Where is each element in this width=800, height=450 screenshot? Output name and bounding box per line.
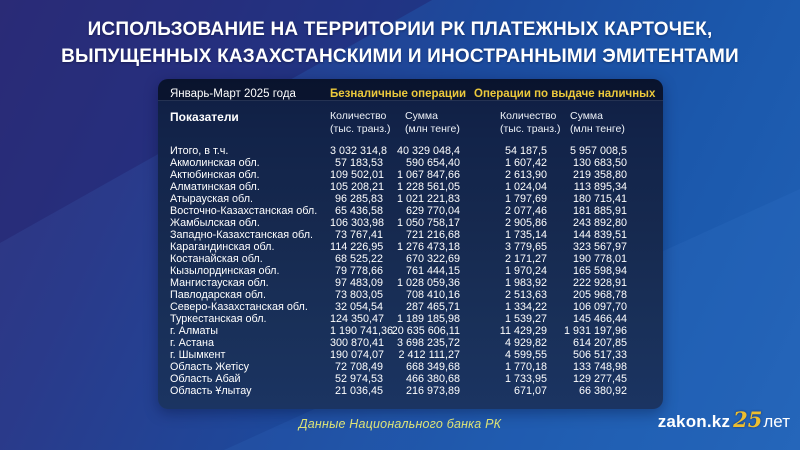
subheader-cash-sum-line2: (млн тенге) (570, 123, 625, 136)
subheader-cash-count (460, 110, 561, 136)
cashless-count-value: 109 502,01 (330, 169, 385, 182)
cash-sum-value: 133 748,98 (572, 361, 627, 374)
page-title-line2: ВЫПУЩЕННЫХ КАЗАХСТАНСКИМИ И ИНОСТРАННЫМИ ЭМИТЕНТАМИ (61, 45, 739, 67)
table-subheader-row (170, 110, 663, 136)
cashless-count-value: 106 303,98 (330, 217, 385, 230)
logo-anniversary-number: 25 (733, 407, 763, 432)
cash-count-value: 1 607,42 (504, 157, 547, 170)
cashless-sum-value: 1 028 059,36 (396, 277, 460, 290)
row-label: Мангистауская обл. (170, 277, 269, 290)
subheader-cashless-sum-line1: Сумма (405, 110, 438, 122)
table-row (170, 145, 663, 157)
cashless-count-value: 96 285,83 (334, 193, 383, 206)
cash-count-value: 2 905,86 (504, 217, 547, 230)
cashless-count-value: 105 208,21 (330, 181, 385, 194)
cashless-sum-value: 287 465,71 (405, 301, 460, 314)
page-title (0, 17, 800, 71)
row-label: Северо-Казахстанская обл. (170, 301, 308, 314)
row-label: Область Жетісу (170, 361, 249, 374)
cashless-sum-value: 1 228 561,05 (396, 181, 460, 194)
cash-sum-value: 1 931 197,96 (563, 325, 627, 338)
cash-count-value: 4 599,55 (504, 349, 547, 362)
table-row (170, 205, 663, 217)
cashless-sum-value: 466 380,68 (405, 373, 460, 386)
cash-count-value: 2 513,63 (504, 289, 547, 302)
table-body (170, 145, 663, 397)
row-label: Павлодарская обл. (170, 289, 266, 302)
cash-count-value: 2 613,90 (504, 169, 547, 182)
cash-count-value: 1 024,04 (504, 181, 547, 194)
cash-sum-value: 144 839,51 (572, 229, 627, 242)
subheader-cash-count-line1: Количество (500, 110, 557, 122)
cash-count-value: 1 797,69 (504, 193, 547, 206)
cash-sum-value: 5 957 008,5 (569, 145, 627, 158)
table-row (170, 241, 663, 253)
row-label: г. Астана (170, 337, 215, 350)
table-row (170, 265, 663, 277)
cash-count-value: 1 735,14 (504, 229, 547, 242)
cashless-sum-value: 40 329 048,4 (396, 145, 460, 158)
cash-count-value: 2 171,27 (504, 253, 547, 266)
page-title-line1: ИСПОЛЬЗОВАНИЕ НА ТЕРРИТОРИИ РК ПЛАТЕЖНЫХ КАРТОЧЕК, (87, 19, 713, 40)
cashless-count-value: 190 074,07 (330, 349, 385, 362)
cashless-sum-value: 708 410,16 (405, 289, 460, 302)
row-label: Западно-Казахстанская обл. (170, 229, 314, 242)
cashless-sum-value: 1 189 185,98 (396, 313, 460, 326)
row-label: Туркестанская обл. (170, 313, 267, 326)
cash-sum-value: 180 715,41 (572, 193, 627, 206)
cash-count-value: 1 970,24 (504, 265, 547, 278)
subheader-cashless-count-line2: (тыс. транз.) (330, 123, 391, 136)
cashless-count-value: 300 870,41 (330, 337, 385, 350)
cash-sum-value: 614 207,85 (572, 337, 627, 350)
row-label: Кызылординская обл. (170, 265, 280, 278)
cashless-sum-value: 721 216,68 (405, 229, 460, 242)
cashless-sum-value: 670 322,69 (405, 253, 460, 266)
table-row (170, 337, 663, 349)
table-row (170, 373, 663, 385)
subheader-cash-sum-line1: Сумма (570, 110, 603, 122)
table-row (170, 277, 663, 289)
cashless-count-value: 65 436,58 (334, 205, 383, 218)
table-row (170, 217, 663, 229)
cashless-count-value: 3 032 314,8 (330, 145, 388, 158)
cash-sum-value: 130 683,50 (572, 157, 627, 170)
row-label: г. Алматы (170, 325, 219, 338)
table-row (170, 169, 663, 181)
cashless-sum-value: 761 444,15 (405, 265, 460, 278)
cash-sum-value: 506 517,33 (572, 349, 627, 362)
table-row (170, 349, 663, 361)
table-row (170, 385, 663, 397)
cashless-count-value: 97 483,09 (334, 277, 383, 290)
row-label: Область Ұлытау (170, 385, 252, 398)
zakon-kz-logo (658, 407, 790, 432)
cashless-sum-value: 668 349,68 (405, 361, 460, 374)
subheader-cashless-sum (383, 110, 460, 136)
cash-count-value: 671,07 (513, 385, 547, 398)
cashless-count-value: 114 226,95 (330, 241, 384, 254)
group-header-cash-withdrawal: Операции по выдаче наличных (474, 87, 656, 100)
cashless-sum-value: 1 276 473,18 (396, 241, 460, 254)
cash-count-value: 11 429,29 (499, 325, 547, 338)
cash-count-value: 1 334,22 (504, 301, 547, 314)
cashless-sum-value: 2 412 111,27 (398, 349, 460, 362)
cashless-count-value: 72 708,49 (334, 361, 383, 374)
cashless-count-value: 68 525,22 (334, 253, 383, 266)
cash-sum-value: 113 895,34 (573, 181, 627, 194)
cash-sum-value: 222 928,91 (572, 277, 627, 290)
cash-count-value: 4 929,82 (504, 337, 547, 350)
data-table-panel (158, 79, 663, 409)
cashless-count-value: 124 350,47 (330, 313, 385, 326)
row-label: Алматинская обл. (170, 181, 260, 194)
table-group-header-row (170, 85, 663, 102)
table-row (170, 325, 663, 337)
cash-sum-value: 219 358,80 (572, 169, 627, 182)
cash-count-value: 1 770,18 (504, 361, 547, 374)
cash-sum-value: 323 567,97 (572, 241, 627, 254)
cashless-count-value: 21 036,45 (334, 385, 383, 398)
row-label: Жамбылская обл. (170, 217, 260, 230)
cashless-sum-value: 3 698 235,72 (396, 337, 460, 350)
table-row (170, 289, 663, 301)
cashless-sum-value: 629 770,04 (405, 205, 460, 218)
cashless-count-value: 79 778,66 (334, 265, 383, 278)
indicators-header: Показатели (170, 110, 239, 124)
cash-sum-value: 165 598,94 (572, 265, 627, 278)
period-label: Январь-Март 2025 года (170, 87, 296, 100)
table-row (170, 181, 663, 193)
row-label: Карагандинская обл. (170, 241, 275, 254)
subheader-cashless-count (330, 110, 391, 136)
cashless-sum-value: 1 021 221,83 (396, 193, 460, 206)
cash-sum-value: 106 097,70 (572, 301, 627, 314)
cash-sum-value: 243 892,80 (572, 217, 627, 230)
cashless-sum-value: 20 635 606,11 (391, 325, 460, 338)
table-row (170, 157, 663, 169)
row-label: Восточно-Казахстанская обл. (170, 205, 318, 218)
subheader-cashless-sum-line2: (млн тенге) (405, 123, 460, 136)
cashless-count-value: 32 054,54 (334, 301, 383, 314)
cashless-sum-value: 216 973,89 (405, 385, 460, 398)
cash-sum-value: 181 885,91 (572, 205, 627, 218)
cash-count-value: 54 187,5 (504, 145, 547, 158)
row-label: Итого, в т.ч. (170, 145, 229, 158)
cash-sum-value: 190 778,01 (572, 253, 627, 266)
row-label: г. Шымкент (170, 349, 226, 362)
table-row (170, 301, 663, 313)
subheader-cash-sum (547, 110, 627, 136)
table-row (170, 229, 663, 241)
logo-brand-text: zakon.kz (657, 412, 731, 431)
row-label: Область Абай (170, 373, 241, 386)
cash-count-value: 1 983,92 (504, 277, 547, 290)
row-label: Атырауская обл. (170, 193, 254, 206)
cash-count-value: 3 779,65 (504, 241, 547, 254)
source-note: Данные Национального банка РК (298, 417, 502, 431)
cashless-count-value: 1 190 741,36 (330, 325, 394, 338)
row-label: Костанайская обл. (170, 253, 263, 266)
table-row (170, 253, 663, 265)
table-row (170, 313, 663, 325)
cash-count-value: 1 539,27 (504, 313, 547, 326)
cash-sum-value: 205 968,78 (572, 289, 627, 302)
cashless-sum-value: 1 050 758,17 (396, 217, 460, 230)
group-header-cashless: Безналичные операции (330, 87, 467, 100)
table-row (170, 193, 663, 205)
cashless-count-value: 73 767,41 (334, 229, 383, 242)
cash-sum-value: 129 277,45 (572, 373, 627, 386)
table-row (170, 361, 663, 373)
cashless-sum-value: 590 654,40 (405, 157, 460, 170)
row-label: Акмолинская обл. (170, 157, 260, 170)
row-label: Актюбинская обл. (170, 169, 260, 182)
logo-anniversary-suffix: лет (763, 412, 790, 431)
subheader-cashless-count-line1: Количество (330, 110, 387, 122)
cashless-sum-value: 1 067 847,66 (396, 169, 460, 182)
cash-count-value: 1 733,95 (504, 373, 547, 386)
cash-sum-value: 66 380,92 (578, 385, 627, 398)
cash-count-value: 2 077,46 (504, 205, 547, 218)
subheader-cash-count-line2: (тыс. транз.) (500, 123, 561, 136)
cashless-count-value: 52 974,53 (334, 373, 383, 386)
cash-sum-value: 145 466,44 (572, 313, 627, 326)
cashless-count-value: 73 803,05 (334, 289, 383, 302)
cashless-count-value: 57 183,53 (334, 157, 383, 170)
